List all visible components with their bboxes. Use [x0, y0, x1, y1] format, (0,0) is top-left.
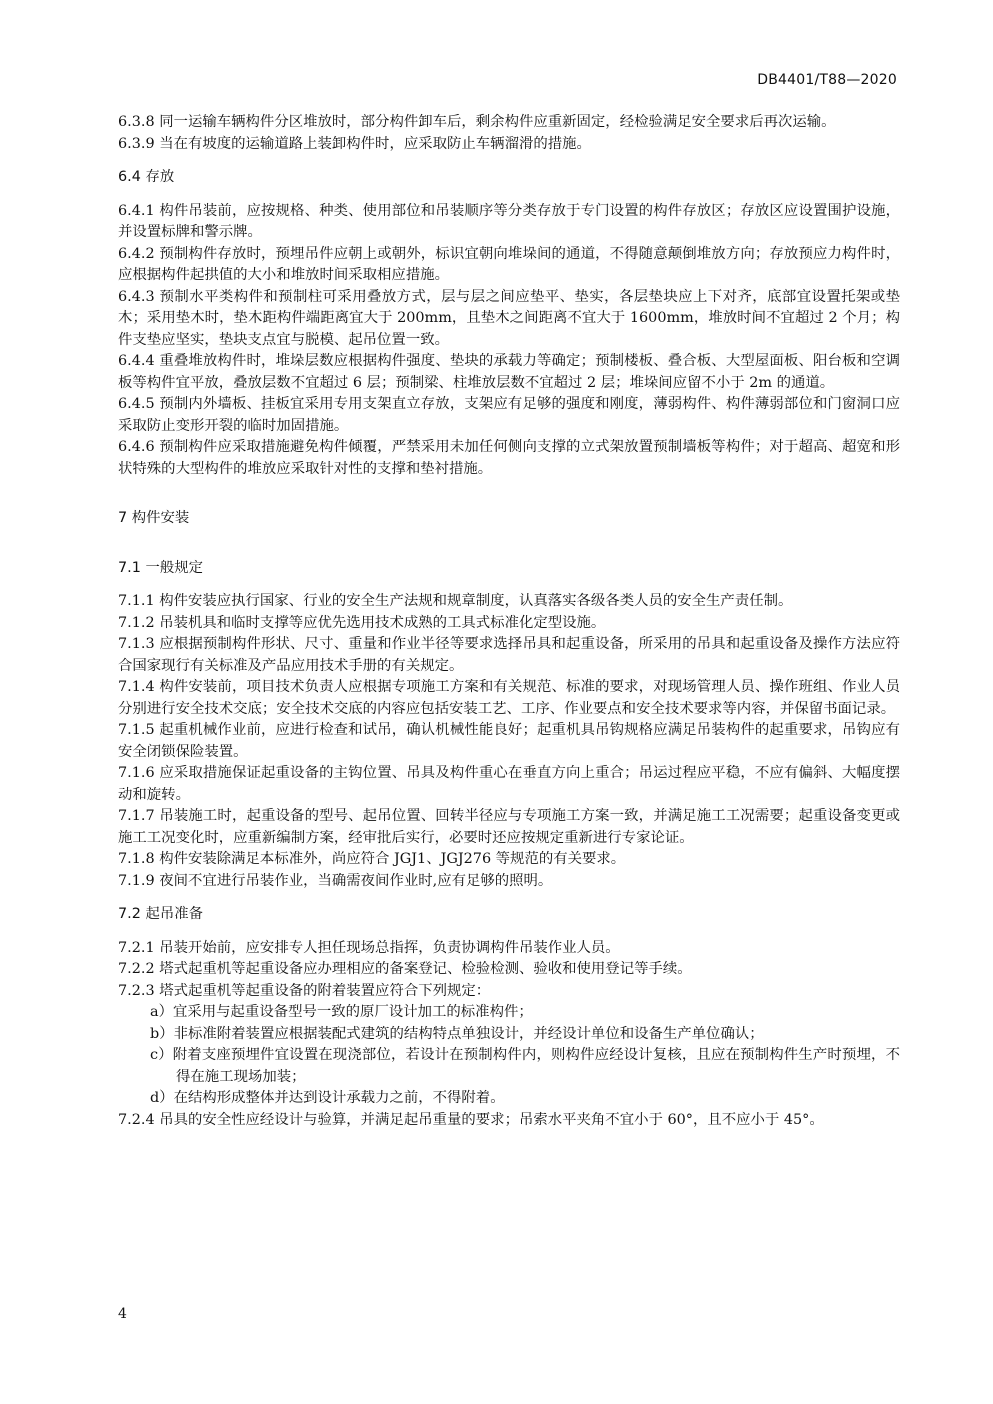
clause-7-2-3: 7.2.3 塔式起重机等起重设备的附着装置应符合下列规定：: [118, 982, 491, 999]
clause-7-1-5: 7.1.5 起重机械作业前，应进行检查和试吊，确认机械性能良好；起重机具吊钩规格应满足吊装构件的起重要求，吊钩应有安全闭锁保险装置。: [118, 722, 900, 760]
clause-7-2-2: 7.2.2 塔式起重机等起重设备应办理相应的备案登记、检验检测、验收和使用登记等手续。: [118, 961, 692, 977]
clause-6-4-4: 6.4.4 重叠堆放构件时，堆垛层数应根据构件强度、垫块的承载力等确定；预制楼板、叠合板、大型屋面板、阳台板和空调板等构件宜平放，叠放层数不宜超过 6 层；预制梁、柱堆放层数不宜超过 2 层；堆垛间应留不小于 2m 的通道。: [118, 353, 900, 391]
clause-6-4-1: 6.4.1 构件吊装前，应按规格、种类、使用部位和吊装顺序等分类存放于专门设置的构件存放区；存放区应设置围护设施，并设置标牌和警示牌。: [118, 202, 900, 240]
clause-7-2-3-item-c: c）附着支座预埋件宜设置在现浇部位，若设计在预制构件内，则构件应经设计复核，且应在预制构件生产时预埋，不得在施工现场加装；: [150, 1047, 900, 1085]
clause-7-1-9: 7.1.9 夜间不宜进行吊装作业，当确需夜间作业时,应有足够的照明。: [118, 872, 553, 889]
document-body: [118, 112, 900, 1131]
clause-7-2-1: 7.2.1 吊装开始前，应安排专人担任现场总指挥，负责协调构件吊装作业人员。: [118, 939, 620, 956]
clause-7-2-3-item-a: a）宜采用与起重设备型号一致的原厂设计加工的标准构件；: [150, 1004, 533, 1020]
clause-7-1-8: 7.1.8 构件安装除满足本标准外，尚应符合 JGJ1、JGJ276 等规范的有关要求。: [118, 851, 626, 867]
clause-7-2-3-item-b: b）非标准附着装置应根据装配式建筑的结构特点单独设计，并经设计单位和设备生产单位确认；: [150, 1025, 764, 1042]
clause-7-1-6: 7.1.6 应采取措施保证起重设备的主钩位置、吊具及构件重心在垂直方向上重合；吊运过程应平稳，不应有偏斜、大幅度摆动和旋转。: [118, 765, 900, 803]
section-heading-7-2: 7.2 起吊准备: [118, 906, 204, 922]
page-number: 4: [118, 1306, 127, 1322]
clause-7-2-3-item-d: d）在结构形成整体并达到设计承载力之前，不得附着。: [150, 1090, 505, 1106]
clause-6-4-5: 6.4.5 预制内外墙板、挂板宜采用专用支架直立存放，支架应有足够的强度和刚度，薄弱构件、构件薄弱部位和门窗洞口应采取防止变形开裂的临时加固措施。: [118, 396, 900, 434]
section-heading-6-4: 6.4 存放: [118, 169, 175, 185]
clause-6-4-2: 6.4.2 预制构件存放时，预埋吊件应朝上或朝外，标识宜朝向堆垛间的通道，不得随意颠倒堆放方向；存放预应力构件时，应根据构件起拱值的大小和堆放时间采取相应措施。: [118, 245, 900, 283]
clause-7-1-7: 7.1.7 吊装施工时，起重设备的型号、起吊位置、回转半径应与专项施工方案一致，并满足施工工况需要；起重设备变更或施工工况变化时，应重新编制方案，经审批后实行，必要时还应按规定重新进行专家论证。: [118, 808, 900, 846]
clause-6-3-9: 6.3.9 当在有坡度的运输道路上装卸构件时，应采取防止车辆溜滑的措施。: [118, 135, 591, 152]
clause-7-1-4: 7.1.4 构件安装前，项目技术负责人应根据专项施工方案和有关规范、标准的要求，对现场管理人员、操作班组、作业人员分别进行安全技术交底；安全技术交底的内容应包括安装工艺、工序、作业要点和安全技术要求等内容，并保留书面记录。: [118, 679, 900, 717]
chapter-heading-7: 7 构件安装: [118, 510, 190, 526]
section-heading-7-1: 7.1 一般规定: [118, 559, 204, 576]
clause-7-1-2: 7.1.2 吊装机具和临时支撑等应优先选用技术成熟的工具式标准化定型设施。: [118, 614, 606, 631]
clause-6-3-8: 6.3.8 同一运输车辆构件分区堆放时，部分构件卸车后，剩余构件应重新固定，经检验满足安全要求后再次运输。: [118, 114, 836, 130]
document-code: DB4401/T88—2020: [757, 72, 897, 88]
clause-7-2-4: 7.2.4 吊具的安全性应经设计与验算，并满足起吊重量的要求；吊索水平夹角不宜小于 60°，且不应小于 45°。: [118, 1111, 824, 1128]
clause-6-4-3: 6.4.3 预制水平类构件和预制柱可采用叠放方式，层与层之间应垫平、垫实，各层垫块应上下对齐，底部宜设置托架或垫木；采用垫木时，垫木距构件端距离宜大于 200mm，且垫木之间距离不宜大于 1600mm，堆放时间不宜超过 2 个月；构件支垫应坚实，垫块支点宜与脱模、起吊位置一致。: [118, 288, 900, 348]
clause-7-1-3: 7.1.3 应根据预制构件形状、尺寸、重量和作业半径等要求选择吊具和起重设备，所采用的吊具和起重设备及操作方法应符合国家现行有关标准及产品应用技术手册的有关规定。: [118, 636, 900, 674]
clause-6-4-6: 6.4.6 预制构件应采取措施避免构件倾覆，严禁采用未加任何侧向支撑的立式架放置预制墙板等构件；对于超高、超宽和形状特殊的大型构件的堆放应采取针对性的支撑和垫衬措施。: [118, 439, 900, 477]
clause-7-1-1: 7.1.1 构件安装应执行国家、行业的安全生产法规和规章制度，认真落实各级各类人员的安全生产责任制。: [118, 593, 793, 609]
